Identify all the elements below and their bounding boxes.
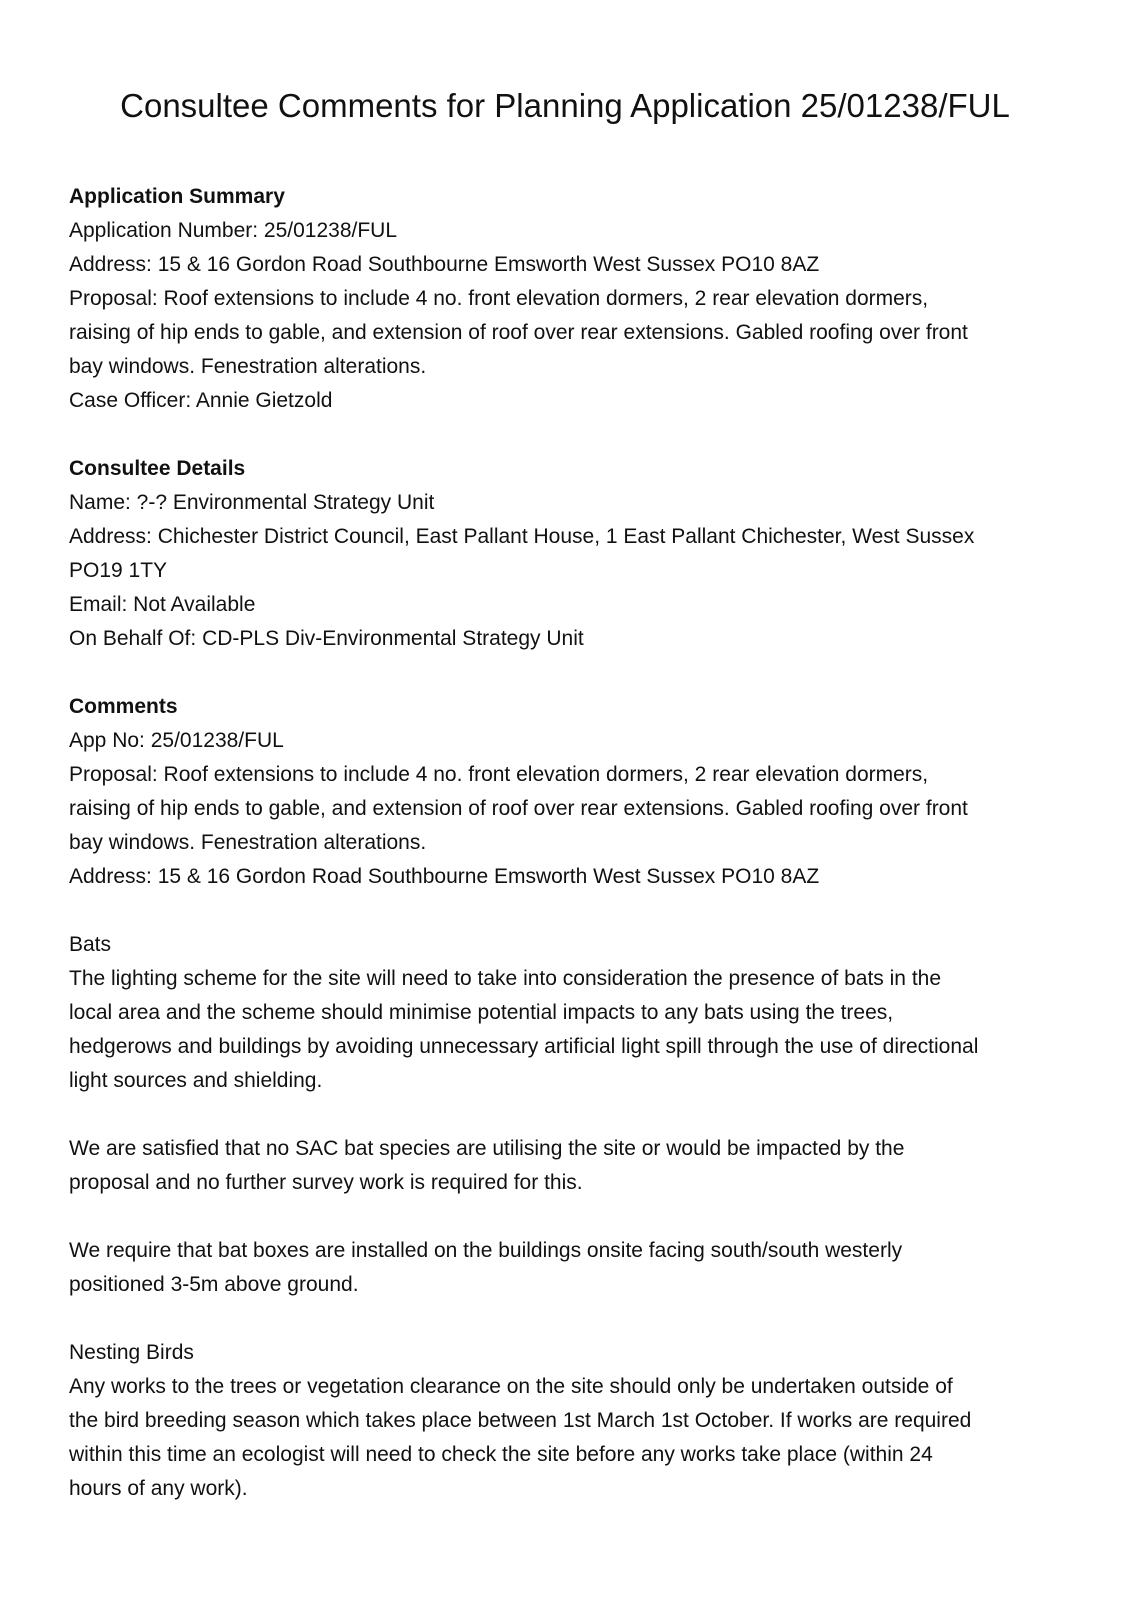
paragraph-spacer — [69, 1200, 1069, 1234]
nesting-birds-heading: Nesting Birds — [69, 1341, 194, 1364]
comments-app-no: App No: 25/01238/FUL — [69, 729, 284, 752]
bats-paragraph-line: local area and the scheme should minimise potential impacts to any bats using the trees, — [69, 1001, 894, 1024]
consultee-address-line: Address: Chichester District Council, East Pallant House, 1 East Pallant Chichester, West Sussex — [69, 525, 975, 548]
sac-paragraph-line: proposal and no further survey work is required for this. — [69, 1171, 583, 1194]
application-address: Address: 15 & 16 Gordon Road Southbourne Emsworth West Sussex PO10 8AZ — [69, 253, 820, 276]
document-content — [69, 180, 1069, 1506]
application-proposal-line: Proposal: Roof extensions to include 4 no. front elevation dormers, 2 rear elevation dormers, — [69, 287, 929, 310]
section-spacer — [69, 418, 1069, 452]
paragraph-spacer — [69, 1098, 1069, 1132]
application-number: Application Number: 25/01238/FUL — [69, 219, 398, 242]
consultee-name: Name: ?-? Environmental Strategy Unit — [69, 491, 435, 514]
case-officer: Case Officer: Annie Gietzold — [69, 389, 333, 412]
bats-paragraph-line: light sources and shielding. — [69, 1069, 323, 1092]
nesting-birds-paragraph-line: the bird breeding season which takes place between 1st March 1st October. If works are required — [69, 1409, 972, 1432]
paragraph-spacer — [69, 1302, 1069, 1336]
consultee-details-heading: Consultee Details — [69, 457, 246, 480]
comments-address: Address: 15 & 16 Gordon Road Southbourne Emsworth West Sussex PO10 8AZ — [69, 865, 820, 888]
comments-heading: Comments — [69, 695, 178, 718]
bat-boxes-paragraph-line: We require that bat boxes are installed on the buildings onsite facing south/south westerly — [69, 1239, 903, 1262]
bats-heading: Bats — [69, 933, 112, 956]
bats-paragraph-line: The lighting scheme for the site will need to take into consideration the presence of bats in the — [69, 967, 942, 990]
nesting-birds-paragraph-line: hours of any work). — [69, 1477, 248, 1500]
nesting-birds-paragraph-line: Any works to the trees or vegetation clearance on the site should only be undertaken outside of — [69, 1375, 953, 1398]
bat-boxes-paragraph-line: positioned 3-5m above ground. — [69, 1273, 359, 1296]
page-title: Consultee Comments for Planning Application 25/01238/FUL — [120, 87, 1010, 124]
section-spacer — [69, 656, 1069, 690]
comments-proposal-line: bay windows. Fenestration alterations. — [69, 831, 427, 854]
consultee-address-line: PO19 1TY — [69, 559, 168, 582]
bats-paragraph-line: hedgerows and buildings by avoiding unnecessary artificial light spill through the use of directional — [69, 1035, 979, 1058]
application-proposal-line: bay windows. Fenestration alterations. — [69, 355, 427, 378]
sac-paragraph-line: We are satisfied that no SAC bat species are utilising the site or would be impacted by the — [69, 1137, 905, 1160]
comments-proposal-line: raising of hip ends to gable, and extension of roof over rear extensions. Gabled roofing over front — [69, 797, 968, 820]
nesting-birds-paragraph-line: within this time an ecologist will need to check the site before any works take place (within 24 — [69, 1443, 933, 1466]
application-summary-heading: Application Summary — [69, 185, 285, 208]
paragraph-spacer — [69, 894, 1069, 928]
consultee-email: Email: Not Available — [69, 593, 256, 616]
comments-proposal-line: Proposal: Roof extensions to include 4 no. front elevation dormers, 2 rear elevation dormers, — [69, 763, 929, 786]
consultee-on-behalf-of: On Behalf Of: CD-PLS Div-Environmental Strategy Unit — [69, 627, 584, 650]
application-proposal-line: raising of hip ends to gable, and extension of roof over rear extensions. Gabled roofing over front — [69, 321, 968, 344]
